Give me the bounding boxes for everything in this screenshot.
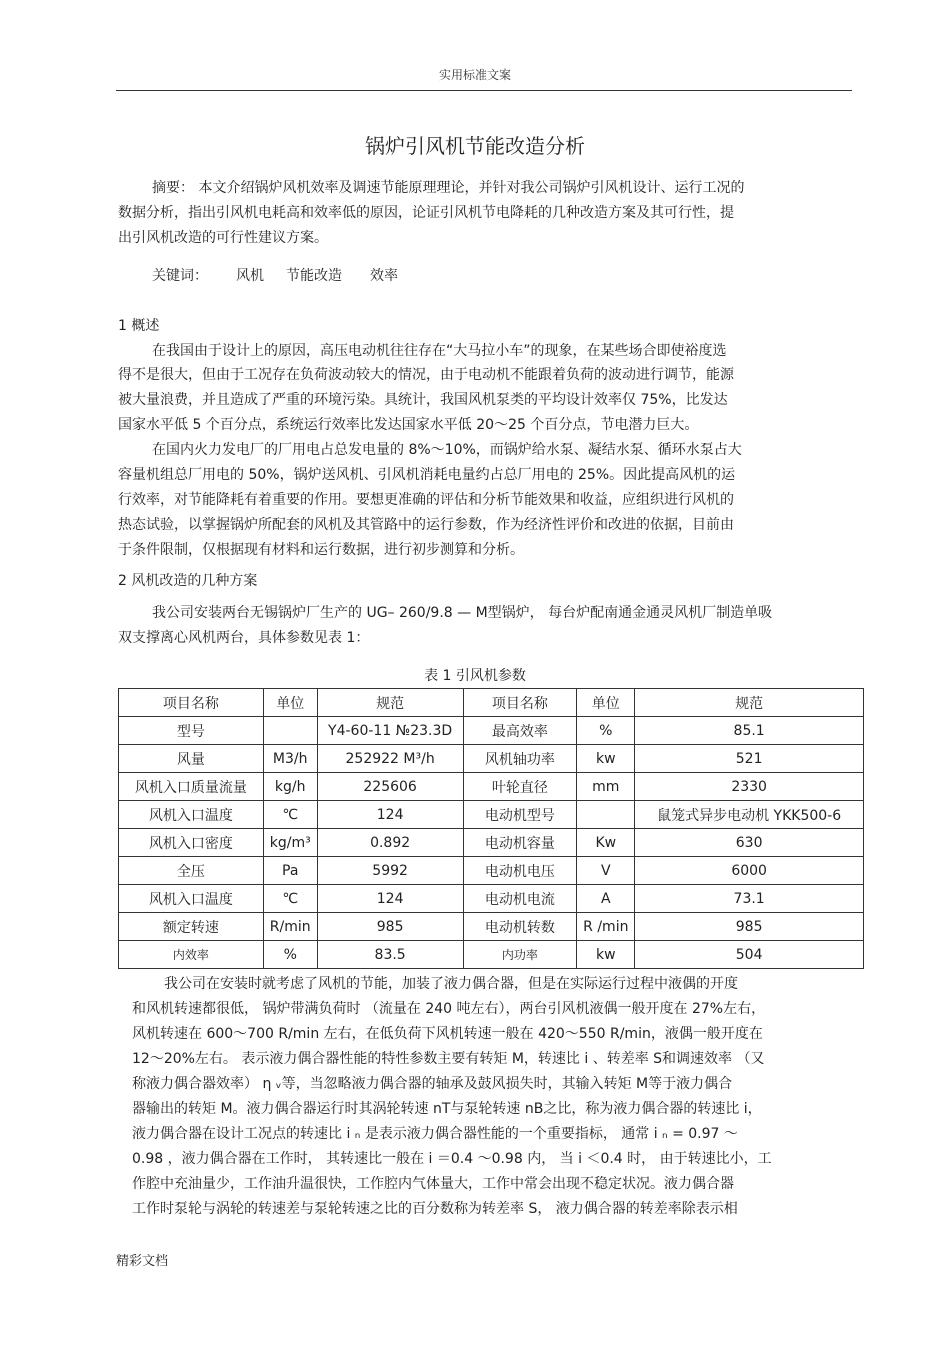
page-header: 实用标准文案 (438, 68, 511, 82)
table-cell: Pa (263, 857, 317, 885)
table-row (119, 885, 864, 913)
body-line: 双支撑离心风机两台，具体参数见表 1： (118, 630, 370, 646)
section-heading: 1 概述 (118, 318, 160, 334)
body-line: 和风机转速都很低， 锅炉带满负荷时 （流量在 240 吨左右），两台引风机液偶一般开度在 27%左右， (132, 1001, 766, 1017)
table-cell: 电动机型号 (463, 801, 577, 829)
body-line: 0.98 ，液力偶合器在工作时， 其转速比一般在 i ＝0.4 ～0.98 内， 当 i ＜0.4 时， 由于转速比小，工 (132, 1151, 772, 1167)
table-cell: 全压 (119, 857, 264, 885)
table-row (119, 829, 864, 857)
fan-parameters-table (118, 688, 864, 969)
table-cell: 252922 M³/h (317, 745, 463, 773)
table-cell: 电动机电压 (463, 857, 577, 885)
table-cell: % (577, 717, 635, 745)
table-cell: ℃ (263, 801, 317, 829)
table-cell: 内功率 (463, 941, 577, 969)
body-line: 行效率，对节能降耗有着重要的作用。要想更准确的评估和分析节能效果和收益，应组织进行风机的 (118, 492, 734, 508)
table-cell: 504 (635, 941, 864, 969)
body-line: 作腔中充油量少，工作油升温很快，工作腔内气体量大，工作中常会出现不稳定状况。液力偶合器 (132, 1176, 734, 1192)
body-line: 于条件限制，仅根据现有材料和运行数据，进行初步测算和分析。 (118, 542, 524, 558)
table-cell: 风机入口密度 (119, 829, 264, 857)
body-line: 容量机组总厂用电的 50%，锅炉送风机、引风机消耗电量约占总厂用电的 25%。因此提高风机的运 (118, 467, 736, 483)
table-cell: R /min (577, 913, 635, 941)
table-cell: 风机轴功率 (463, 745, 577, 773)
table-cell: 2330 (635, 773, 864, 801)
table-header-cell: 单位 (263, 689, 317, 717)
table-header-row (119, 689, 864, 717)
table-cell: kw (577, 941, 635, 969)
table-cell: 风机入口质量流量 (119, 773, 264, 801)
table-cell: 124 (317, 801, 463, 829)
table-row (119, 913, 864, 941)
table-header-cell: 项目名称 (463, 689, 577, 717)
table-cell: 985 (635, 913, 864, 941)
table-cell (577, 801, 635, 829)
table-cell: Kw (577, 829, 635, 857)
table-cell: R/min (263, 913, 317, 941)
table-cell: 85.1 (635, 717, 864, 745)
abstract-line: 出引风机改造的可行性建议方案。 (118, 230, 328, 246)
body-line: 液力偶合器在设计工况点的转速比 i ₙ 是表示液力偶合器性能的一个重要指标， 通常 i ₙ = 0.97 ～ (132, 1126, 738, 1142)
keyword: 风机 (236, 268, 264, 284)
table-cell: 73.1 (635, 885, 864, 913)
table-cell: % (263, 941, 317, 969)
table-cell: 6000 (635, 857, 864, 885)
table-cell: M3/h (263, 745, 317, 773)
table-cell: 鼠笼式异步电动机 YKK500-6 (635, 801, 864, 829)
abstract-line: 摘要： 本文介绍锅炉风机效率及调速节能原理理论，并针对我公司锅炉引风机设计、运行工况的 (152, 180, 745, 196)
table-cell: 521 (635, 745, 864, 773)
keywords-label: 关键词： (152, 268, 208, 284)
body-line: 12～20%左右。 表示液力偶合器性能的特性参数主要有转矩 M，转速比 i 、转差率 S和调速效率 （又 (132, 1051, 765, 1067)
body-line: 在国内火力发电厂的厂用电占总发电量的 8%～10%，而锅炉给水泵、凝结水泵、循环水泵占大 (152, 442, 742, 458)
table-cell: A (577, 885, 635, 913)
table-cell: 风机入口温度 (119, 885, 264, 913)
table-cell: 630 (635, 829, 864, 857)
keyword: 节能改造 (286, 268, 342, 284)
table-cell: 风量 (119, 745, 264, 773)
section-heading: 2 风机改造的几种方案 (118, 573, 258, 589)
table-cell: V (577, 857, 635, 885)
table-cell: 最高效率 (463, 717, 577, 745)
page-footer: 精彩文档 (116, 1254, 169, 1269)
table-cell: 0.892 (317, 829, 463, 857)
table-caption: 表 1 引风机参数 (424, 668, 526, 684)
body-line: 在我国由于设计上的原因，高压电动机往往存在“大马拉小车”的现象，在某些场合即使裕度选 (152, 343, 727, 359)
body-line: 国家水平低 5 个百分点，系统运行效率比发达国家水平低 20～25 个百分点，节电潜力巨大。 (118, 417, 699, 433)
table-header-cell: 单位 (577, 689, 635, 717)
table-cell: 电动机转数 (463, 913, 577, 941)
keyword: 效率 (370, 268, 398, 284)
table-row (119, 801, 864, 829)
table-cell: 985 (317, 913, 463, 941)
table-cell: ℃ (263, 885, 317, 913)
body-line: 我公司在安装时就考虑了风机的节能，加装了液力偶合器，但是在实际运行过程中液偶的开度 (164, 976, 738, 992)
table-cell: 型号 (119, 717, 264, 745)
table-cell: 风机入口温度 (119, 801, 264, 829)
body-line: 被大量浪费，并且造成了严重的环境污染。具统计，我国风机泵类的平均设计效率仅 75%，比发达 (118, 392, 728, 408)
table-cell: Y4-60-11 №23.3D (317, 717, 463, 745)
table-header-cell: 项目名称 (119, 689, 264, 717)
table-cell: kg/m³ (263, 829, 317, 857)
table-cell: 叶轮直径 (463, 773, 577, 801)
body-line: 称液力偶合器效率） η ᵥ等，当忽略液力偶合器的轴承及鼓风损失时，其输入转矩 M等于液力偶合 (132, 1076, 733, 1092)
table-row (119, 941, 864, 969)
table-cell: 电动机容量 (463, 829, 577, 857)
table-header-cell: 规范 (317, 689, 463, 717)
table-cell: 电动机电流 (463, 885, 577, 913)
body-line: 热态试验，以掌握锅炉所配套的风机及其管路中的运行参数，作为经济性评价和改进的依据，目前由 (118, 517, 734, 533)
table-cell: mm (577, 773, 635, 801)
document-title: 锅炉引风机节能改造分析 (365, 134, 585, 158)
body-line: 工作时泵轮与涡轮的转速差与泵轮转速之比的百分数称为转差率 S， 液力偶合器的转差率除表示相 (132, 1201, 738, 1217)
body-line: 得不是很大，但由于工况存在负荷波动较大的情况，由于电动机不能跟着负荷的波动进行调节，能源 (118, 367, 734, 383)
table-cell: 225606 (317, 773, 463, 801)
table-row (119, 745, 864, 773)
body-line: 我公司安装两台无锡锅炉厂生产的 UG– 260/9.8 — M型锅炉， 每台炉配南通金通灵风机厂制造单吸 (152, 605, 773, 621)
header-rule (116, 90, 852, 91)
table-cell: kg/h (263, 773, 317, 801)
table-header-cell: 规范 (635, 689, 864, 717)
table-cell: 内效率 (119, 941, 264, 969)
body-line: 风机转速在 600～700 R/min 左右，在低负荷下风机转速一般在 420～550 R/min，液偶一般开度在 (132, 1026, 763, 1042)
table-cell (263, 717, 317, 745)
table-cell: 83.5 (317, 941, 463, 969)
table-cell: 124 (317, 885, 463, 913)
table-row (119, 857, 864, 885)
table-row (119, 773, 864, 801)
table-row (119, 717, 864, 745)
table-cell: 5992 (317, 857, 463, 885)
table-cell: kw (577, 745, 635, 773)
abstract-line: 数据分析，指出引风机电耗高和效率低的原因，论证引风机节电降耗的几种改造方案及其可行性，提 (118, 205, 734, 221)
table-cell: 额定转速 (119, 913, 264, 941)
body-line: 器输出的转矩 M。液力偶合器运行时其涡轮转速 nT与泵轮转速 nB之比，称为液力偶合器的转速比 i， (132, 1101, 762, 1117)
